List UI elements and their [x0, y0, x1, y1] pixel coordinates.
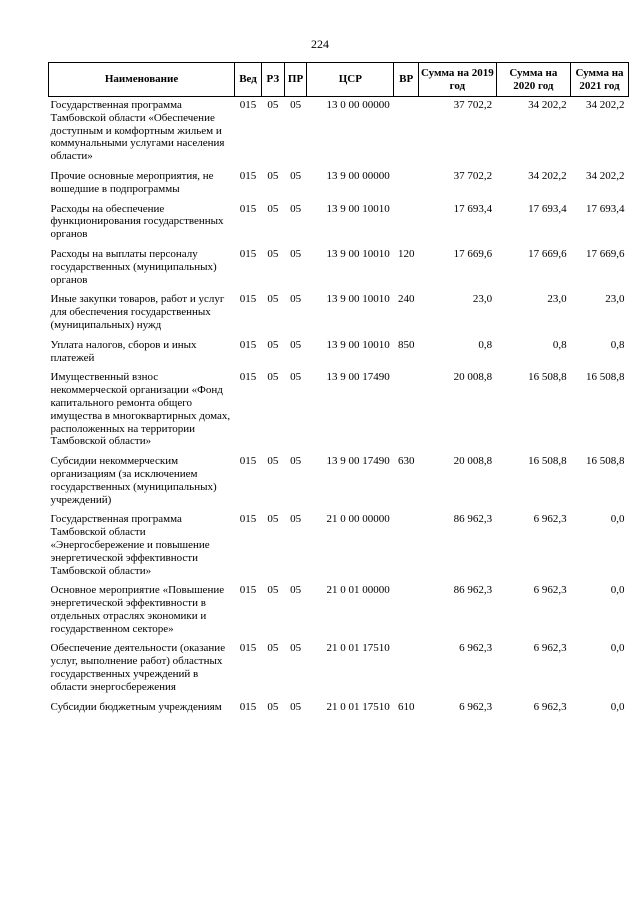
cell-sum-2021: 23,0: [605, 293, 625, 306]
cell-csr: 21 0 01 17510: [326, 642, 390, 655]
cell-csr: 13 9 00 17490: [326, 455, 390, 468]
cell-name: Уплата налогов, сборов и иных платежей: [50, 338, 197, 364]
cell-vr: [394, 201, 419, 246]
cell-sum-2019: 37 702,2: [453, 99, 493, 111]
table-row: [49, 337, 629, 370]
budget-table: [48, 62, 629, 718]
cell-name: Основное мероприятие «Повышение энергетической эффективности в отдельных отраслях экономики и государственном секторе»: [50, 584, 225, 635]
cell-csr: 13 9 00 00000: [326, 169, 390, 182]
cell-pr: 05: [290, 202, 302, 215]
cell-pr: 05: [290, 169, 302, 182]
table-row: [49, 640, 629, 698]
header-pr: ПР: [284, 63, 307, 97]
cell-rz: 05: [267, 202, 279, 215]
cell-sum-2021: 16 508,8: [586, 455, 625, 468]
cell-sum-2021: 16 508,8: [586, 371, 625, 384]
cell-sum-2021: 34 202,2: [586, 169, 625, 182]
cell-sum-2021: 0,0: [610, 642, 625, 655]
cell-sum-2021: 34 202,2: [586, 99, 625, 111]
cell-sum-2019: 6 962,3: [459, 642, 493, 655]
cell-rz: 05: [267, 371, 279, 384]
cell-vr: [394, 511, 419, 582]
table-header: [49, 63, 629, 97]
cell-ved: 015: [239, 371, 257, 384]
cell-csr: 21 0 01 00000: [326, 584, 390, 597]
cell-csr: 13 9 00 10010: [326, 338, 390, 351]
table-row: [49, 453, 629, 511]
cell-pr: 05: [290, 642, 302, 655]
cell-rz: 05: [267, 247, 279, 260]
header-sum-2021: Сумма на 2021 год: [571, 63, 629, 97]
cell-vr: 120: [397, 247, 415, 260]
cell-ved: 015: [239, 202, 257, 215]
cell-vr: [394, 640, 419, 698]
table-row: [49, 369, 629, 453]
cell-ved: 015: [239, 584, 257, 597]
cell-sum-2019: 86 962,3: [453, 584, 493, 597]
cell-ved: 015: [239, 700, 257, 713]
cell-pr: 05: [290, 513, 302, 526]
cell-name: Субсидии некоммерческим организациям (за исключением государственных (муниципальных) учреждений): [50, 455, 217, 506]
cell-pr: 05: [290, 293, 302, 306]
cell-vr: [394, 582, 419, 640]
header-ved: Вед: [235, 63, 262, 97]
cell-name: Расходы на обеспечение функционирования государственных органов: [50, 202, 224, 241]
cell-ved: 015: [239, 99, 257, 111]
cell-vr: 850: [397, 338, 415, 351]
cell-vr: 240: [397, 293, 415, 306]
cell-vr: 610: [397, 700, 415, 713]
cell-pr: 05: [290, 371, 302, 384]
page-number: 224: [311, 37, 329, 51]
cell-sum-2021: 17 669,6: [586, 247, 625, 260]
cell-ved: 015: [239, 169, 257, 182]
cell-name: Имущественный взнос некоммерческой организации «Фонд капитального ремонта общего имущества в многоквартирных домах, расположенных на территории Тамбовской области»: [50, 371, 231, 448]
cell-rz: 05: [267, 99, 279, 111]
cell-name: Государственная программа Тамбовской области «Обеспечение доступным и комфортным жильем и коммунальными услугами населения области»: [50, 99, 225, 163]
cell-vr: [394, 168, 419, 201]
cell-rz: 05: [267, 584, 279, 597]
cell-name: Обеспечение деятельности (оказание услуг, выполнение работ) областных государственных учреждений в области энергосбережения: [50, 642, 226, 693]
cell-csr: 13 9 00 17490: [326, 371, 390, 384]
cell-sum-2020: 17 669,6: [528, 247, 567, 260]
cell-rz: 05: [267, 513, 279, 526]
cell-sum-2019: 20 008,8: [453, 455, 493, 468]
cell-rz: 05: [267, 169, 279, 182]
cell-pr: 05: [290, 455, 302, 468]
cell-sum-2019: 23,0: [472, 293, 493, 306]
table-row: [49, 291, 629, 336]
cell-sum-2020: 23,0: [547, 293, 567, 306]
cell-rz: 05: [267, 455, 279, 468]
cell-sum-2020: 17 693,4: [528, 202, 567, 215]
header-rz: РЗ: [261, 63, 284, 97]
cell-name: Иные закупки товаров, работ и услуг для обеспечения государственных (муниципальных) нужд: [50, 293, 225, 331]
cell-sum-2019: 0,8: [478, 338, 493, 351]
table-row: [49, 168, 629, 201]
cell-sum-2019: 37 702,2: [453, 169, 493, 182]
table-row: [49, 246, 629, 291]
header-name: Наименование: [49, 63, 235, 97]
header-csr: ЦСР: [307, 63, 394, 97]
cell-name: Субсидии бюджетным учреждениям: [50, 700, 222, 713]
header-sum-2020: Сумма на 2020 год: [496, 63, 570, 97]
cell-rz: 05: [267, 642, 279, 655]
cell-csr: 21 0 00 00000: [326, 513, 390, 526]
table-body: [49, 97, 629, 719]
cell-vr: [394, 369, 419, 453]
cell-sum-2020: 34 202,2: [528, 99, 567, 111]
cell-sum-2020: 0,8: [552, 338, 567, 351]
table-row: [49, 582, 629, 640]
cell-sum-2021: 0,0: [610, 700, 625, 713]
cell-ved: 015: [239, 455, 257, 468]
cell-pr: 05: [290, 584, 302, 597]
cell-csr: 13 0 00 00000: [326, 99, 390, 111]
cell-pr: 05: [290, 338, 302, 351]
cell-pr: 05: [290, 247, 302, 260]
cell-sum-2019: 20 008,8: [453, 371, 493, 384]
cell-rz: 05: [267, 293, 279, 306]
cell-sum-2020: 6 962,3: [533, 700, 567, 713]
cell-pr: 05: [290, 700, 302, 713]
cell-sum-2021: 0,8: [610, 338, 625, 351]
table-row: [49, 511, 629, 582]
cell-csr: 13 9 00 10010: [326, 247, 390, 260]
cell-rz: 05: [267, 338, 279, 351]
cell-vr: 630: [397, 455, 415, 468]
cell-csr: 13 9 00 10010: [326, 293, 390, 306]
cell-sum-2020: 6 962,3: [533, 642, 567, 655]
cell-sum-2019: 17 693,4: [453, 202, 493, 215]
cell-name: Расходы на выплаты персоналу государственных (муниципальных) органов: [50, 247, 217, 286]
cell-ved: 015: [239, 513, 257, 526]
cell-sum-2020: 16 508,8: [528, 455, 567, 468]
cell-rz: 05: [267, 700, 279, 713]
header-sum-2019: Сумма на 2019 год: [419, 63, 497, 97]
cell-csr: 21 0 01 17510: [326, 700, 390, 713]
cell-ved: 015: [239, 247, 257, 260]
cell-name: Прочие основные мероприятия, не вошедшие в подпрограммы: [50, 169, 214, 195]
cell-sum-2020: 16 508,8: [528, 371, 567, 384]
cell-name: Государственная программа Тамбовской области «Энергосбережение и повышение энергетической эффективности Тамбовской области»: [50, 513, 210, 577]
cell-pr: 05: [290, 99, 302, 111]
cell-sum-2019: 17 669,6: [453, 247, 493, 260]
header-vr: ВР: [394, 63, 419, 97]
cell-ved: 015: [239, 642, 257, 655]
cell-sum-2020: 6 962,3: [533, 513, 567, 526]
cell-vr: [394, 97, 419, 168]
cell-ved: 015: [239, 293, 257, 306]
cell-sum-2021: 0,0: [610, 513, 625, 526]
cell-sum-2019: 6 962,3: [459, 700, 493, 713]
cell-sum-2021: 17 693,4: [586, 202, 625, 215]
cell-sum-2020: 34 202,2: [528, 169, 567, 182]
cell-sum-2020: 6 962,3: [533, 584, 567, 597]
table-row: [49, 97, 629, 168]
cell-csr: 13 9 00 10010: [326, 202, 390, 215]
cell-sum-2021: 0,0: [610, 584, 625, 597]
table-row: [49, 201, 629, 246]
table-row: [49, 699, 629, 719]
cell-sum-2019: 86 962,3: [453, 513, 493, 526]
cell-ved: 015: [239, 338, 257, 351]
